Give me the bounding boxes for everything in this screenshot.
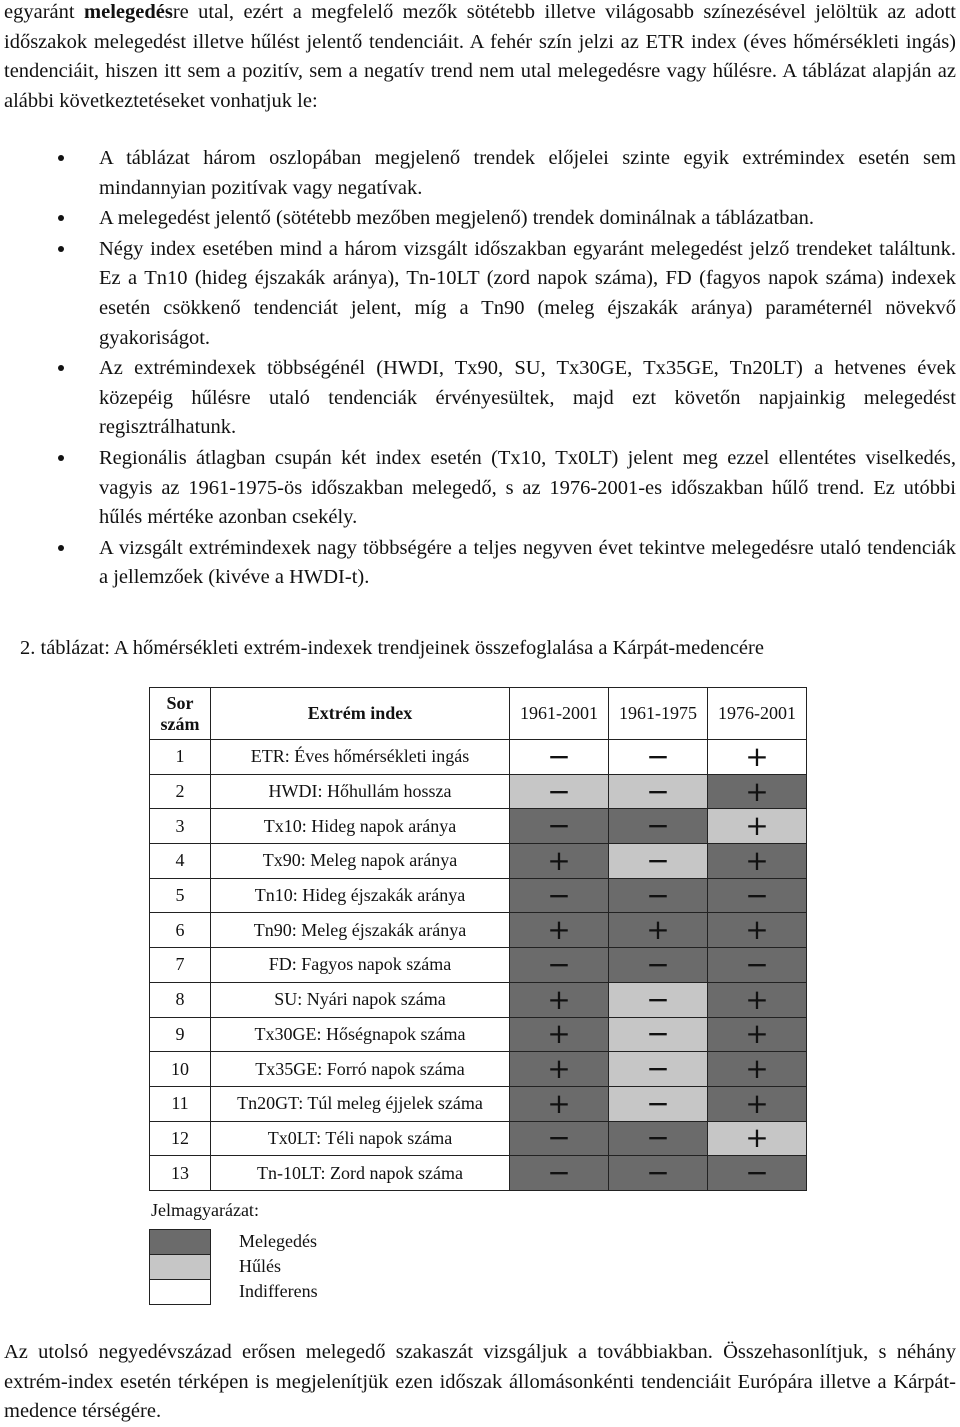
legend-swatch	[149, 1229, 211, 1255]
minus-sign: −	[646, 809, 670, 843]
intro-line1-bold: melegedés	[84, 1, 173, 23]
table-caption: 2. táblázat: A hőmérsékleti extrém-indexek trendjeinek összefoglalása a Kárpát-medencére	[20, 637, 764, 659]
bullet-icon	[58, 365, 64, 371]
trend-cell	[510, 878, 609, 913]
index-name: HWDI: Hőhullám hossza	[211, 774, 510, 809]
row-number: 8	[150, 982, 211, 1017]
table-row	[150, 809, 807, 844]
header-period-1976-2001: 1976-2001	[708, 688, 807, 740]
list-item	[0, 235, 956, 353]
plus-sign: +	[745, 739, 769, 773]
minus-sign: −	[646, 1121, 670, 1155]
trend-cell	[510, 982, 609, 1017]
trend-cell	[708, 1156, 807, 1191]
trend-cell	[510, 809, 609, 844]
list-item	[0, 204, 956, 234]
trend-cell	[609, 1121, 708, 1156]
row-number: 7	[150, 948, 211, 983]
plus-sign: +	[745, 1086, 769, 1120]
list-item	[0, 354, 956, 443]
table-row	[150, 1086, 807, 1121]
trend-cell	[609, 809, 708, 844]
row-number: 13	[150, 1156, 211, 1191]
table-row	[150, 1017, 807, 1052]
intro-line1-start: egyaránt	[4, 1, 85, 23]
legend-label: Indifferens	[239, 1281, 318, 1301]
table-row	[150, 1052, 807, 1087]
list-item	[0, 144, 956, 203]
plus-sign: +	[547, 982, 571, 1016]
row-number: 4	[150, 844, 211, 879]
intro-line1-end: re utal, ezért a megfelelő mezők sötétebb illetve világosabb színezésével	[172, 1, 806, 23]
legend-label: Hűlés	[239, 1256, 281, 1276]
trend-cell	[510, 1086, 609, 1121]
plus-sign: +	[646, 913, 670, 947]
trend-cell	[510, 913, 609, 948]
row-number: 1	[150, 740, 211, 775]
header-extreme-index: Extrém index	[211, 688, 510, 740]
plus-sign: +	[745, 982, 769, 1016]
list-item-text: Négy index esetében mind a három vizsgált időszakban egyaránt melegedést jelző trendeket találtunk. Ez a Tn10 (hideg éjszakák aránya), Tn-10LT (zord napok száma), FD (fagyos napok száma) indexek esetén csökkenő tendenciát jelent, míg a Tn90 (meleg éjszakák aránya) paraméternél növekvő gyakoriságot.	[99, 237, 956, 349]
minus-sign: −	[646, 947, 670, 981]
list-item-text: A melegedést jelentő (sötétebb mezőben megjelenő) trendek dominálnak a táblázatban.	[99, 207, 814, 230]
minus-sign: −	[547, 739, 571, 773]
trend-cell	[609, 740, 708, 775]
index-name: SU: Nyári napok száma	[211, 982, 510, 1017]
header-szam: szám	[160, 713, 200, 734]
minus-sign: −	[646, 774, 670, 808]
minus-sign: −	[745, 878, 769, 912]
row-number: 10	[150, 1052, 211, 1087]
plus-sign: +	[745, 1017, 769, 1051]
trend-cell	[510, 774, 609, 809]
minus-sign: −	[646, 878, 670, 912]
index-name: Tx30GE: Hőségnapok száma	[211, 1017, 510, 1052]
trend-cell	[708, 982, 807, 1017]
legend-label: Melegedés	[239, 1231, 317, 1251]
minus-sign: −	[547, 809, 571, 843]
row-number: 12	[150, 1121, 211, 1156]
trend-cell	[510, 844, 609, 879]
bullet-icon	[58, 155, 64, 161]
trend-cell	[708, 1121, 807, 1156]
table-row	[150, 878, 807, 913]
legend-swatch	[149, 1279, 211, 1305]
plus-sign: +	[547, 1017, 571, 1051]
bullet-icon	[58, 246, 64, 252]
trend-cell	[708, 809, 807, 844]
trend-cell	[609, 1086, 708, 1121]
minus-sign: −	[646, 1052, 670, 1086]
trend-cell	[510, 1121, 609, 1156]
index-name: Tx90: Meleg napok aránya	[211, 844, 510, 879]
trend-cell	[510, 1052, 609, 1087]
plus-sign: +	[745, 913, 769, 947]
plus-sign: +	[547, 1086, 571, 1120]
table-row	[150, 913, 807, 948]
extreme-index-table	[149, 687, 807, 1191]
plus-sign: +	[547, 843, 571, 877]
index-name: Tn90: Meleg éjszakák aránya	[211, 913, 510, 948]
index-name: FD: Fagyos napok száma	[211, 948, 510, 983]
trend-cell	[708, 844, 807, 879]
trend-cell	[609, 913, 708, 948]
trend-cell	[609, 1156, 708, 1191]
trend-cell	[510, 740, 609, 775]
plus-sign: +	[745, 1121, 769, 1155]
index-name: Tn10: Hideg éjszakák aránya	[211, 878, 510, 913]
trend-cell	[510, 948, 609, 983]
minus-sign: −	[646, 982, 670, 1016]
index-name: Tx10: Hideg napok aránya	[211, 809, 510, 844]
closing-paragraph: Az utolsó negyedévszázad erősen melegedő szakaszát vizsgáljuk a továbbiakban. Összehasonlítjuk, s néhány extrém-index esetén térképen is megjelenítjük ezen időszak állomásonkénti tendenciáit Európára illetve a Kárpát-medence térségére.	[4, 1341, 956, 1423]
minus-sign: −	[547, 947, 571, 981]
header-row-number	[150, 688, 211, 740]
index-name: Tn-10LT: Zord napok száma	[211, 1156, 510, 1191]
list-item-text: A táblázat három oszlopában megjelenő trendek előjelei szinte egyik extrémindex esetén sem mindannyian pozitívak vagy negatívak.	[99, 147, 956, 199]
table-row	[150, 1121, 807, 1156]
row-number: 5	[150, 878, 211, 913]
index-name: Tn20GT: Túl meleg éjjelek száma	[211, 1086, 510, 1121]
list-item-text: Regionális átlagban csupán két index esetén (Tx10, Tx0LT) jelent meg ezzel ellentétes viselkedés, vagyis az 1961-1975-ös időszakban melegedő, s az 1976-2001-es időszakban hűlő trend. Ez utóbbi hűlés mértéke azonban csekély.	[99, 446, 956, 529]
trend-cell	[609, 948, 708, 983]
plus-sign: +	[745, 1052, 769, 1086]
plus-sign: +	[547, 1052, 571, 1086]
minus-sign: −	[646, 1156, 670, 1190]
minus-sign: −	[745, 1156, 769, 1190]
trend-cell	[708, 1052, 807, 1087]
header-sor: Sor	[166, 692, 194, 713]
minus-sign: −	[547, 1121, 571, 1155]
trend-cell	[609, 844, 708, 879]
index-name: ETR: Éves hőmérsékleti ingás	[211, 740, 510, 775]
minus-sign: −	[547, 878, 571, 912]
trend-cell	[609, 982, 708, 1017]
trend-cell	[609, 1017, 708, 1052]
trend-cell	[708, 1017, 807, 1052]
bullet-icon	[58, 455, 64, 461]
trend-cell	[708, 1086, 807, 1121]
legend-title: Jelmagyarázat:	[151, 1200, 259, 1220]
trend-cell	[510, 1156, 609, 1191]
list-item	[0, 534, 956, 593]
trend-cell	[510, 1017, 609, 1052]
trend-cell	[609, 1052, 708, 1087]
trend-cell	[708, 740, 807, 775]
table-row	[150, 1156, 807, 1191]
row-number: 3	[150, 809, 211, 844]
table-row	[150, 740, 807, 775]
minus-sign: −	[547, 774, 571, 808]
header-period-1961-1975: 1961-1975	[609, 688, 708, 740]
intro-paragraph	[4, 0, 956, 116]
plus-sign: +	[745, 809, 769, 843]
list-item-text: Az extrémindexek többségénél (HWDI, Tx90, SU, Tx30GE, Tx35GE, Tn20LT) a hetvenes évek közepéig hűlésre utaló tendenciák érvényesültek, majd ezt követőn napjainkig melegedést regisztrálhatunk.	[99, 357, 956, 439]
row-number: 9	[150, 1017, 211, 1052]
plus-sign: +	[745, 774, 769, 808]
minus-sign: −	[646, 1086, 670, 1120]
trend-cell	[708, 948, 807, 983]
plus-sign: +	[745, 843, 769, 877]
table-body	[150, 740, 807, 1191]
table-header-row	[150, 688, 807, 740]
trend-cell	[708, 774, 807, 809]
bullet-icon	[58, 545, 64, 551]
header-period-1961-2001: 1961-2001	[510, 688, 609, 740]
minus-sign: −	[646, 843, 670, 877]
row-number: 11	[150, 1086, 211, 1121]
plus-sign: +	[547, 913, 571, 947]
trend-cell	[609, 774, 708, 809]
index-name: Tx35GE: Forró napok száma	[211, 1052, 510, 1087]
minus-sign: −	[547, 1156, 571, 1190]
row-number: 2	[150, 774, 211, 809]
table-row	[150, 948, 807, 983]
minus-sign: −	[646, 1017, 670, 1051]
list-item-text: A vizsgált extrémindexek nagy többségére a teljes negyven évet tekintve melegedésre utaló tendenciák a jellemzőek (kivéve a HWDI-t).	[99, 536, 956, 589]
bullet-icon	[58, 215, 64, 221]
row-number: 6	[150, 913, 211, 948]
legend-swatch	[149, 1254, 211, 1280]
trend-cell	[708, 913, 807, 948]
conclusion-list	[0, 144, 956, 593]
minus-sign: −	[745, 947, 769, 981]
minus-sign: −	[646, 739, 670, 773]
table-row	[150, 774, 807, 809]
table-row	[150, 982, 807, 1017]
table-row	[150, 844, 807, 879]
list-item	[0, 444, 956, 533]
trend-cell	[708, 878, 807, 913]
index-name: Tx0LT: Téli napok száma	[211, 1121, 510, 1156]
intro-rest: jelöltük az adott időszakok melegedést illetve hűlést jelentő tendenciáit. A fehér szín jelzi az ETR index (éves hőmérsékleti ingás) tendenciáit, hiszen itt sem a pozitív, sem a negatív trend nem utal melegedésre vagy hűlésre. A táblázat alapján az alábbi következtetéseket vonhatjuk le:	[4, 1, 956, 112]
trend-cell	[609, 878, 708, 913]
